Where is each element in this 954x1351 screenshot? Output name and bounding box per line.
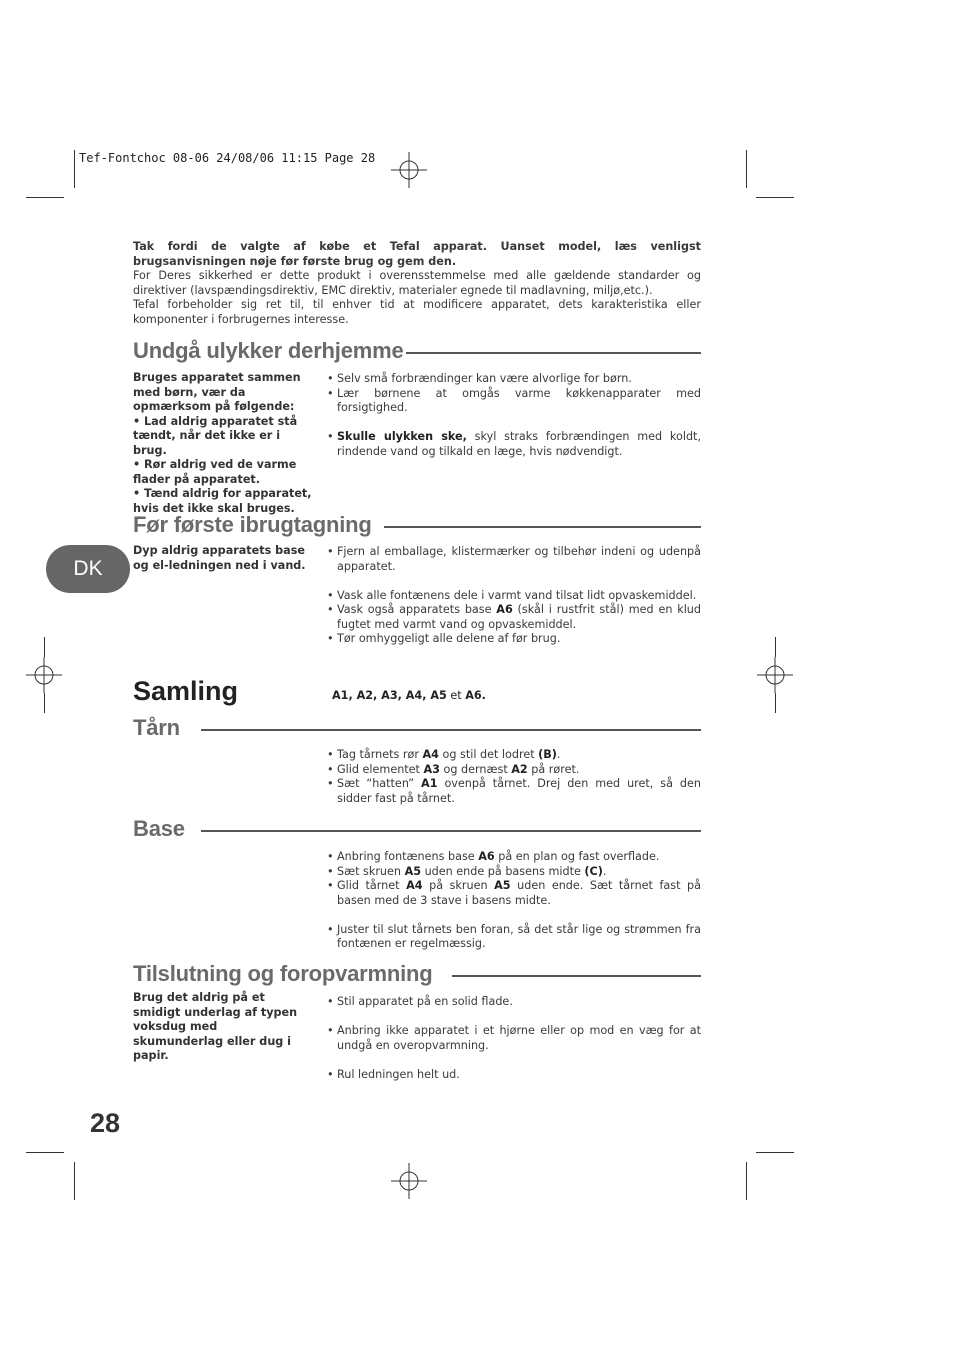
heading-rule <box>384 526 701 528</box>
list-item: • Skulle ulykken ske, skyl straks forbrændingen med koldt, rindende vand og tilkald en læge, hvis nødvendigt. <box>327 430 701 459</box>
list-item: • Juster til slut tårnets ben foran, så det står lige og strømmen fra fontænen er regelmæssig. <box>327 923 701 952</box>
section-heading: Før første ibrugtagning <box>133 512 372 537</box>
list-item: • Selv små forbrændinger kan være alvorlige for børn. <box>327 372 701 387</box>
list-item: • Lær børnene at omgås varme køkkenapparater med forsigtighed. <box>327 387 701 416</box>
list-item: • Sæt “hatten” A1 ovenpå tårnet. Drej den med uret, så den sidder fast på tårnet. <box>327 777 701 806</box>
list-item: • Sæt skruen A5 uden ende på basens midte (C). <box>327 865 701 880</box>
side-note: Bruges apparatet sammen med børn, vær da opmærksom på følgende: • Lad aldrig apparatet stå tændt, når det ikke er i brug. • Rør aldrig ved de varme flader på apparatet. • Tænd aldrig for apparatet, hvis det ikke skal bruges. <box>133 371 312 515</box>
section-heading: Tilslutning og foropvarmning <box>133 961 433 986</box>
registration-mark-icon <box>757 657 793 693</box>
heading-rule <box>201 830 701 832</box>
list-item: • Anbring fontænens base A6 på en plan og fast overflade. <box>327 850 701 865</box>
bullet-list <box>327 748 701 806</box>
list-item: • Glid tårnet A4 på skruen A5 uden ende. Sæt tårnet fast på basen med de 3 stave i basens midte. <box>327 879 701 908</box>
bullet-list <box>327 372 701 459</box>
print-header: Tef-Fontchoc 08-06 24/08/06 11:15 Page 28 <box>79 151 376 165</box>
registration-mark-icon <box>391 152 427 188</box>
list-item: • Rul ledningen helt ud. <box>327 1068 701 1083</box>
registration-mark-icon <box>391 1163 427 1199</box>
crop-mark <box>746 1162 747 1200</box>
crop-mark <box>775 693 776 713</box>
crop-mark <box>26 197 64 198</box>
crop-mark <box>756 197 794 198</box>
intro-text <box>133 240 701 328</box>
language-tab: DK <box>46 545 130 593</box>
crop-mark <box>26 1152 64 1153</box>
section-heading: Base <box>133 816 185 841</box>
section-heading: Undgå ulykker derhjemme <box>133 338 404 363</box>
list-item: • Vask også apparatets base A6 (skål i rustfrit stål) med en klud fugtet med varmt vand og opvaskemiddel. <box>327 603 701 632</box>
intro-bold: Tak fordi de valgte af købe et Tefal apparat. Uanset model, læs venligst brugsanvisningen nøje før første brug og gem den. <box>133 240 701 268</box>
intro-paragraph: For Deres sikkerhed er dette produkt i overensstemmelse med alle gældende standarder og direktiver (lavspændingsdirektiv, EMC direktiv, materialer egnede til madlavning, miljø,etc.). <box>133 269 701 297</box>
heading-rule <box>406 352 701 354</box>
list-item: • Tag tårnets rør A4 og stil det lodret (B). <box>327 748 701 763</box>
section-heading: Tårn <box>133 715 180 740</box>
list-item: • Glid elementet A3 og dernæst A2 på røret. <box>327 763 701 778</box>
list-item: • Vask alle fontænens dele i varmt vand tilsat lidt opvaskemiddel. <box>327 589 701 604</box>
bullet-list <box>327 850 701 952</box>
list-item: • Stil apparatet på en solid flade. <box>327 995 701 1010</box>
crop-mark <box>44 693 45 713</box>
bullet-list <box>327 545 701 647</box>
crop-mark <box>74 150 75 188</box>
page-number: 28 <box>90 1108 121 1138</box>
side-note: Dyp aldrig apparatets base og el-ledningen ned i vand. <box>133 544 306 572</box>
intro-paragraph: Tefal forbeholder sig ret til, til enhver tid at modificere apparatet, dets karakteristika eller komponenter i forbrugernes interesse. <box>133 298 701 326</box>
crop-mark <box>775 637 776 657</box>
list-item: • Tør omhyggeligt alle delene af før brug. <box>327 632 701 647</box>
parts-list: A1, A2, A3, A4, A5 et A6. <box>332 689 486 702</box>
crop-mark <box>74 1162 75 1200</box>
heading-rule <box>452 975 701 977</box>
crop-mark <box>44 637 45 657</box>
side-note: Brug det aldrig på et smidigt underlag af typen voksdug med skumunderlag eller dug i papir. <box>133 991 298 1062</box>
list-item: • Fjern al emballage, klistermærker og tilbehør indeni og udenpå apparatet. <box>327 545 701 574</box>
crop-mark <box>746 150 747 188</box>
registration-mark-icon <box>26 657 62 693</box>
list-item: • Anbring ikke apparatet i et hjørne eller op mod en væg for at undgå en overopvarmning. <box>327 1024 701 1053</box>
chapter-title: Samling <box>133 676 239 706</box>
heading-rule <box>201 729 701 731</box>
bullet-list <box>327 995 701 1082</box>
crop-mark <box>756 1152 794 1153</box>
